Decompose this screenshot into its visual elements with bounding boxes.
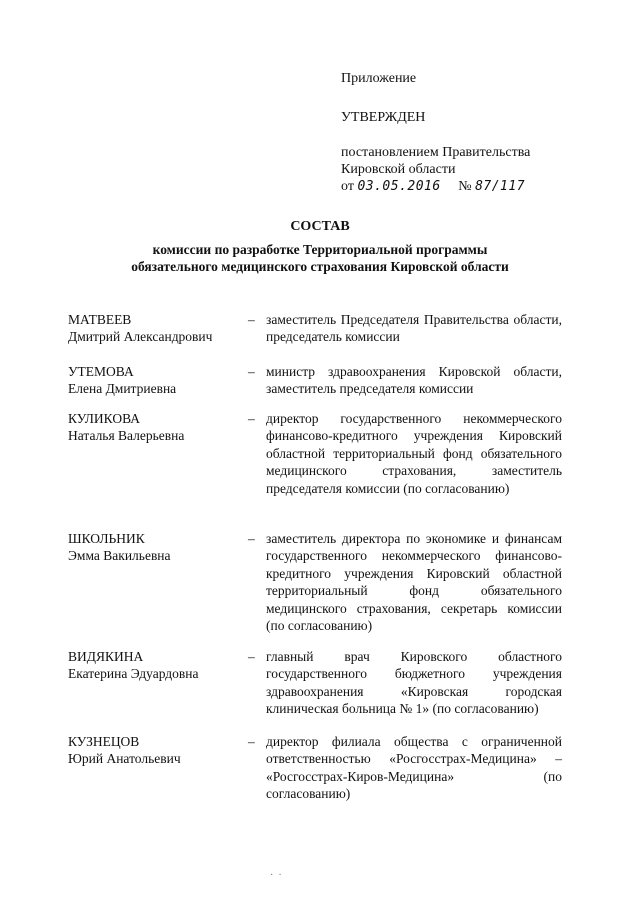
date-prefix: от [341, 179, 354, 194]
member-given-names: Елена Дмитриевна [68, 381, 177, 397]
member-name [68, 410, 248, 445]
member-role: директор государственного некоммерческого финансово-кредитного учреждения Кировский областной территориальный фонд обязательного медицинского страхования, заместитель председателя комиссии (по согласованию) [266, 411, 562, 496]
member-given-names: Эмма Вакильевна [68, 548, 171, 564]
member-dash: – [248, 411, 255, 426]
member-surname: МАТВЕЕВ [68, 312, 132, 327]
member-dash: – [248, 531, 255, 546]
member-surname: КУЛИКОВА [68, 411, 140, 426]
document-subtitle [100, 241, 540, 275]
member-surname: УТЕМОВА [68, 364, 134, 379]
member-role: заместитель Председателя Правительства области, председатель комиссии [266, 312, 562, 345]
member-dash: – [248, 734, 255, 749]
member-given-names: Дмитрий Александрович [68, 329, 213, 345]
number-prefix: № [458, 179, 472, 194]
subtitle-line-1: комиссии по разработке Территориальной программы [152, 242, 488, 257]
member-surname: ВИДЯКИНА [68, 649, 144, 664]
member-dash: – [248, 312, 255, 327]
member-name [68, 363, 248, 398]
member-surname: КУЗНЕЦОВ [68, 734, 140, 749]
member-given-names: Екатерина Эдуардовна [68, 666, 199, 682]
document-title: СОСТАВ [290, 219, 350, 234]
date-number-line [341, 178, 581, 195]
member-name [68, 733, 248, 768]
member-surname: ШКОЛЬНИК [68, 531, 145, 546]
member-role: директор филиала общества с ограниченной ответственностью «Росгосстрах-Медицина» – «Росгосстрах-Киров-Медицина» (по согласованию) [266, 734, 562, 802]
member-role: главный врач Кировского областного государственного бюджетного учреждения здравоохранения «Кировская городская клиническая больница № 1» (по согласованию) [266, 649, 562, 717]
approved-label: УТВЕРЖДЕН [341, 110, 426, 125]
approved-by-line2: Кировской области [341, 162, 456, 177]
subtitle-line-2: обязательного медицинского страхования Кировской области [131, 259, 509, 274]
member-name [68, 311, 248, 346]
member-dash: – [248, 364, 255, 379]
appendix-block [341, 70, 581, 195]
approved-by-line1: постановлением Правительства [341, 145, 531, 160]
scan-specks: · · [270, 870, 282, 881]
number-value: 87/117 [475, 179, 526, 194]
member-role: министр здравоохранения Кировской области, заместитель председателя комиссии [266, 364, 562, 397]
member-name [68, 648, 248, 683]
member-role: заместитель директора по экономике и финансам государственного некоммерческого финансово-кредитного учреждения Кировский областной территориальный фонд обязательного медицинского страхования, секретарь комиссии (по согласованию) [266, 531, 562, 634]
member-given-names: Наталья Валерьевна [68, 428, 185, 444]
member-dash: – [248, 649, 255, 664]
member-name [68, 530, 248, 565]
member-given-names: Юрий Анатольевич [68, 751, 181, 767]
date-value: 03.05.2016 [357, 179, 441, 194]
appendix-label: Приложение [341, 71, 417, 86]
